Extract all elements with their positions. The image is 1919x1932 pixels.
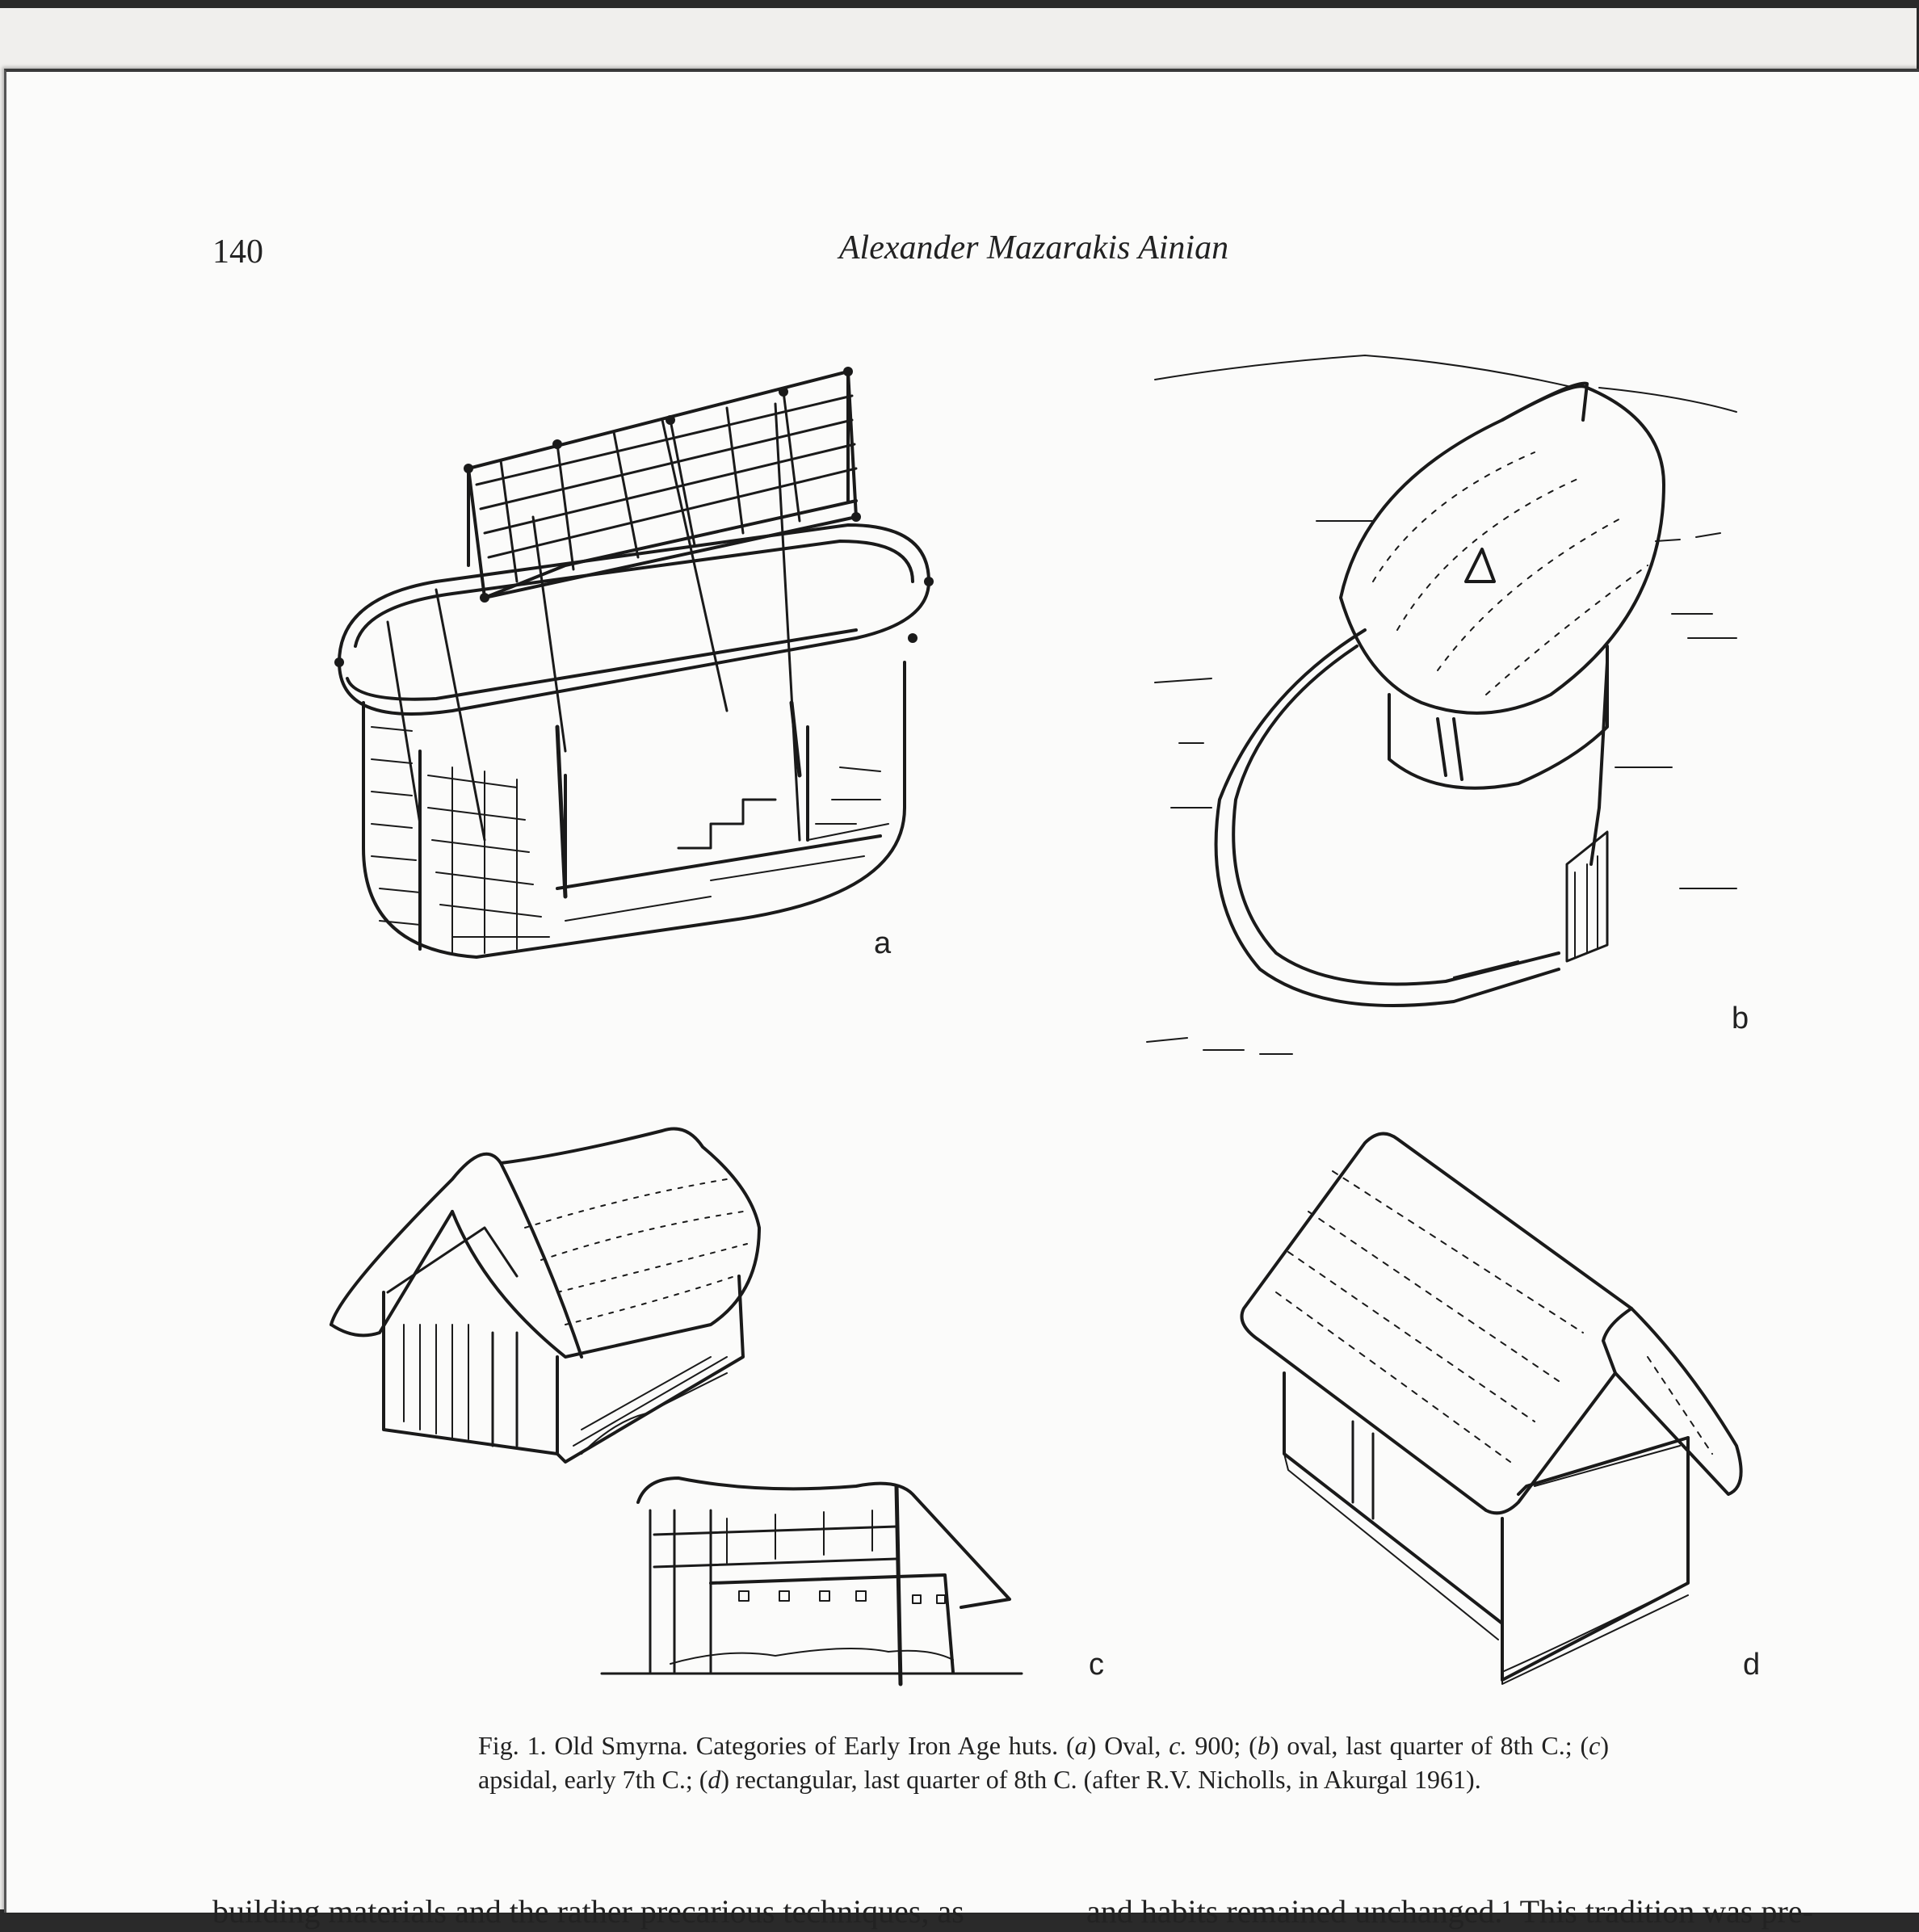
caption-italic-a: a [1074, 1731, 1088, 1760]
body-text-right-column: and habits remained unchanged.¹ This tradition was pre- [1086, 1893, 1813, 1930]
hut-a-drawing [334, 367, 934, 957]
caption-italic-b: b [1257, 1731, 1270, 1760]
figure-label-d: d [1743, 1648, 1761, 1682]
body-text-left-column: building materials and the rather precarious techniques, as [212, 1893, 964, 1930]
figure-label-a: a [874, 926, 892, 960]
caption-text-1: Fig. 1. Old Smyrna. Categories of Early Iron Age huts. ( [478, 1731, 1075, 1760]
caption-italic-c: c [1589, 1731, 1601, 1760]
caption-italic-d: d [708, 1765, 721, 1794]
caption-text-3: 900; ( [1186, 1731, 1258, 1760]
page-number: 140 [212, 233, 263, 271]
caption-text-4: ) oval, last quarter of 8th C.; ( [1270, 1731, 1589, 1760]
hut-c-drawing [331, 1129, 1022, 1685]
hut-d-drawing [1242, 1134, 1741, 1684]
caption-text-2: ) Oval, [1087, 1731, 1169, 1760]
figure-label-b: b [1732, 1002, 1749, 1035]
hut-b-drawing [1147, 355, 1736, 1054]
caption-italic-circa: c. [1169, 1731, 1187, 1760]
figure-caption [478, 1728, 1609, 1796]
caption-text-5: ) apsidal, early 7th C.; ( [478, 1731, 1610, 1794]
running-head: Alexander Mazarakis Ainian [838, 229, 1229, 267]
caption-text-6: ) rectangular, last quarter of 8th C. (after R.V. Nicholls, in Akurgal 1961). [720, 1765, 1481, 1794]
figure-label-c: c [1089, 1648, 1104, 1682]
